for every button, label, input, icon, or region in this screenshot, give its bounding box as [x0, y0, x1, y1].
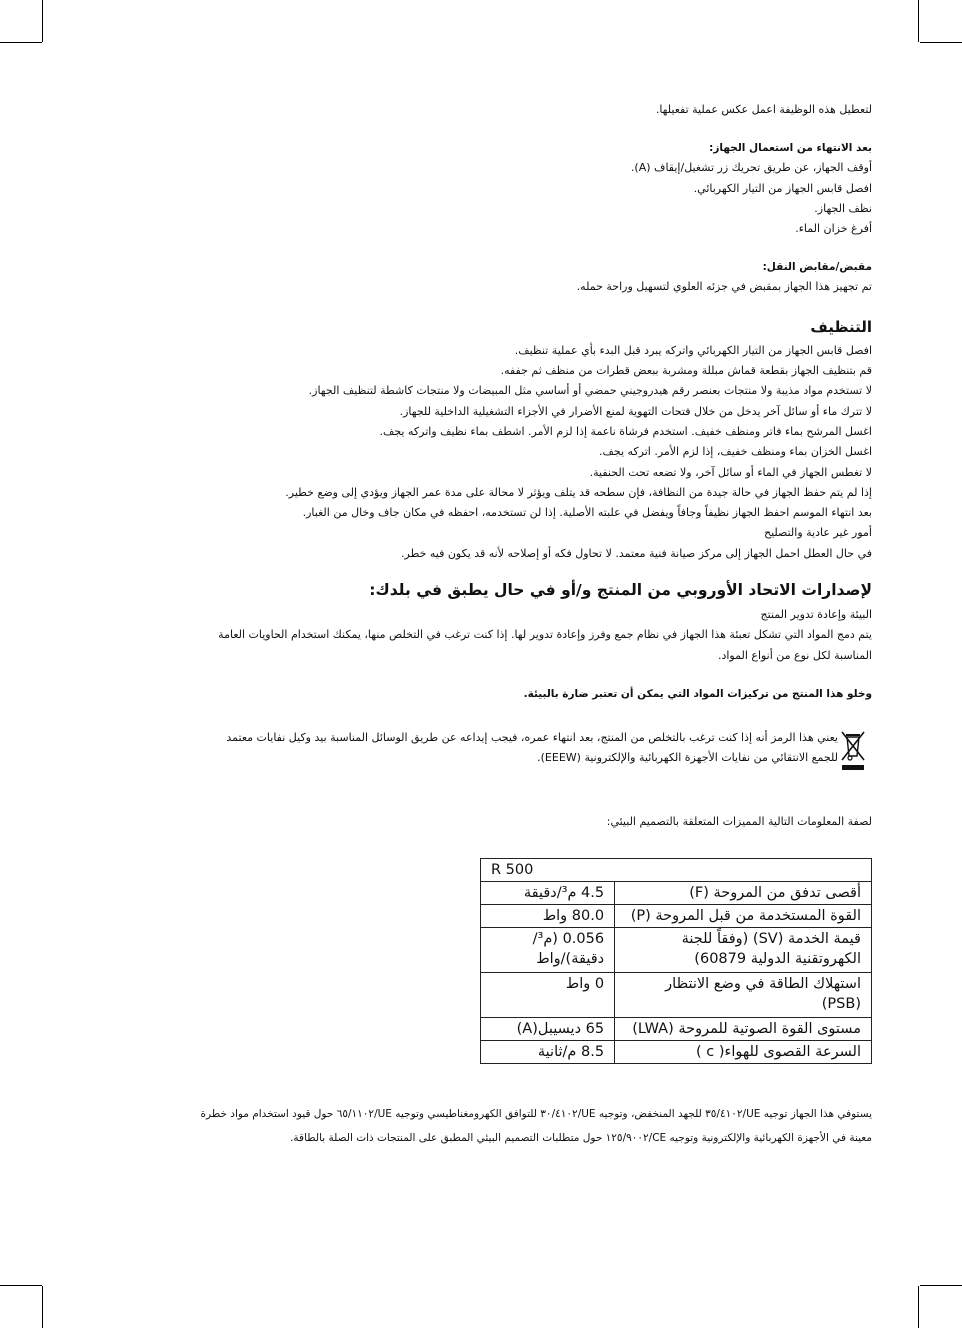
spec-label: أقصى تدفق من المروحة (F): [615, 882, 872, 905]
after-use-item: أفرغ خزان الماء.: [795, 222, 872, 236]
cleaning-item: اغسل المرشح بماء فاتر ومنظف خفيف. استخدم فرشاة ناعمة إذا لزم الأمر. اشطف بماء نظيف واتركه يجف.: [379, 424, 872, 438]
model-name: R 500: [481, 859, 872, 882]
after-use-item: نظف الجهاز.: [814, 201, 872, 215]
crop-mark: [918, 1286, 919, 1328]
cleaning-item: إذا لم يتم حفظ الجهاز في حالة جيدة من النظافة، فإن سطحه قد يتلف ويؤثر لا محالة على مدة عمر الجهاز ويؤدي إلى وضع خطير.: [285, 485, 872, 499]
crop-mark: [918, 0, 919, 42]
cleaning-heading: التنظيف: [810, 317, 872, 336]
spec-value: 80.0 واط: [481, 905, 615, 928]
cleaning-item: في حال العطل احمل الجهاز إلى مركز صيانة فنية معتمد. لا تحاول فكه أو إصلاحه لأنه قد يكون فيه خطر.: [401, 546, 872, 560]
cleaning-item: لا تترك ماء أو سائل آخر يدخل من خلال فتحات التهوية لمنع الأضرار في الأجزاء التشغيلية الداخلية للجهاز.: [399, 404, 872, 418]
table-row: [481, 1018, 872, 1041]
spec-value: 0.056 (م³/دقيقة)/واط: [481, 928, 615, 973]
table-row: [481, 905, 872, 928]
table-row: [481, 882, 872, 905]
crop-mark: [42, 1286, 43, 1328]
cleaning-item: قم بتنظيف الجهاز بقطعة قماش مبللة ومشربة ببعض قطرات من منظف ثم جففه.: [500, 364, 872, 378]
compliance-statement: [200, 1102, 872, 1150]
cleaning-item: لا تستخدم مواد مذيبة ولا منتجات بعنصر رقم هيدروجيني حمضي أو أساسي مثل المبيضات ولا منتجات كاشطة لتنظيف الجهاز.: [308, 384, 872, 398]
handles-text: تم تجهيز هذا الجهاز بمقبض في جزئه العلوي لتسهيل وراحة حمله.: [576, 280, 872, 294]
spec-value: 8.5 م/ثانية: [481, 1041, 615, 1064]
crop-mark: [0, 1285, 42, 1286]
table-row: [481, 973, 872, 1018]
table-row: [481, 928, 872, 973]
cleaning-item: اغسل الخزان بماء ومنظف خفيف، إذا لزم الأمر. اتركه يجف.: [598, 445, 872, 459]
after-use-title: بعد الانتهاء من استعمال الجهاز:: [709, 142, 872, 155]
compliance-line: معينة في الأجهزة الكهربائية والإلكترونية وتوجيه CE/١٢٥/٩٠٠٢ حول متطلبات التصميم البيئي المطبق على المنتجات ذات الصلة بالطاقة.: [290, 1132, 872, 1144]
document-body: [200, 100, 872, 832]
weee-notice: [200, 728, 872, 774]
eco-heading: لإصدارات الاتحاد الأوروبي من المنتج و/أو في حال يطبق في بلدك:: [369, 581, 872, 600]
crop-mark: [42, 0, 43, 42]
spec-intro: لصفة المعلومات التالية المميزات المتعلقة بالتصميم البيئي:: [606, 814, 872, 828]
spec-value: 4.5 م³/دقيقة: [481, 882, 615, 905]
spec-label: القوة المستخدمة من قبل المروحة (P): [615, 905, 872, 928]
handles-title: مقبض/مقابض النقل:: [762, 261, 872, 274]
cleaning-item: أمور غير عادية والتصليح: [764, 526, 872, 540]
spec-label: مستوى القوة الصوتية للمروحة (LWA): [615, 1018, 872, 1041]
compliance-line: يستوفي هذا الجهاز توجيه UE/٣٥/٤١٠٢ للجهد المنخفض، وتوجيه UE/٣٠/٤١٠٢ للتوافق الكهرومغناطيسي وتوجيه UE/٦٥/١١٠٢ حول قيود استخدام مواد خطرة: [200, 1108, 872, 1120]
table-row: [481, 1041, 872, 1064]
spec-table: [480, 858, 872, 1064]
eco-subtitle: البيئة وإعادة تدوير المنتج: [760, 608, 872, 622]
spec-label: السرعة القصوى للهواء( c ): [615, 1041, 872, 1064]
crop-mark: [0, 42, 42, 43]
crop-mark: [920, 42, 962, 43]
weee-text: يعني هذا الرمز أنه إذا كنت ترغب بالتخلص من المنتج، بعد انتهاء عمره، فيجب إيداعه عن طريق الوسائل المناسبة بيد وكيل نفايات معتمد للجمع الانتقائي من نفايات الأجهزة الكهربائية والإلكترونية (EEEW).: [226, 730, 838, 765]
crossed-bin-icon: [840, 730, 866, 772]
spec-value: 0 واط: [481, 973, 615, 1018]
after-use-item: افصل قابس الجهاز من التيار الكهربائي.: [693, 181, 872, 195]
spec-label: استهلاك الطاقة في وضع الانتظار (PSB): [615, 973, 872, 1018]
cleaning-item: لا تغطس الجهاز في الماء أو سائل آخر، ولا تضعه تحت الحنفية.: [589, 465, 872, 479]
eco-warning: وخلو هذا المنتج من تركيزات المواد التي يمكن أن تعتبر ضارة بالبيئة.: [523, 687, 872, 700]
cleaning-item: افصل قابس الجهاز من التيار الكهربائي واتركه يبرد قبل البدء بأي عملية تنظيف.: [514, 343, 872, 357]
intro-text: لتعطيل هذه الوظيفة اعمل عكس عملية تفعيلها.: [655, 103, 872, 116]
spec-value: 65 ديسيبل(A): [481, 1018, 615, 1041]
after-use-item: أوقف الجهاز، عن طريق تحريك زر تشغيل/إيقاف (A).: [630, 161, 872, 175]
cleaning-item: بعد انتهاء الموسم احفظ الجهاز نظيفاً وجافاً ويفضل في علبته الأصلية. إذا لن تستخدمه، احفظه في مكان جاف وخال من الغبار.: [302, 506, 872, 520]
spec-label: قيمة الخدمة (SV) (وفقاً للجنة الكهروتقنية الدولية 60879): [615, 928, 872, 973]
crop-mark: [920, 1285, 962, 1286]
spec-model-row: [481, 859, 872, 882]
eco-text: يتم دمج المواد التي تشكل تعبئة هذا الجهاز في نظام جمع وفرز وإعادة تدوير لها. إذا كنت ترغب في التخلص منها، يمكنك استخدام الحاويات العامة المناسبة لكل نوع من أنواع المواد.: [218, 628, 872, 662]
